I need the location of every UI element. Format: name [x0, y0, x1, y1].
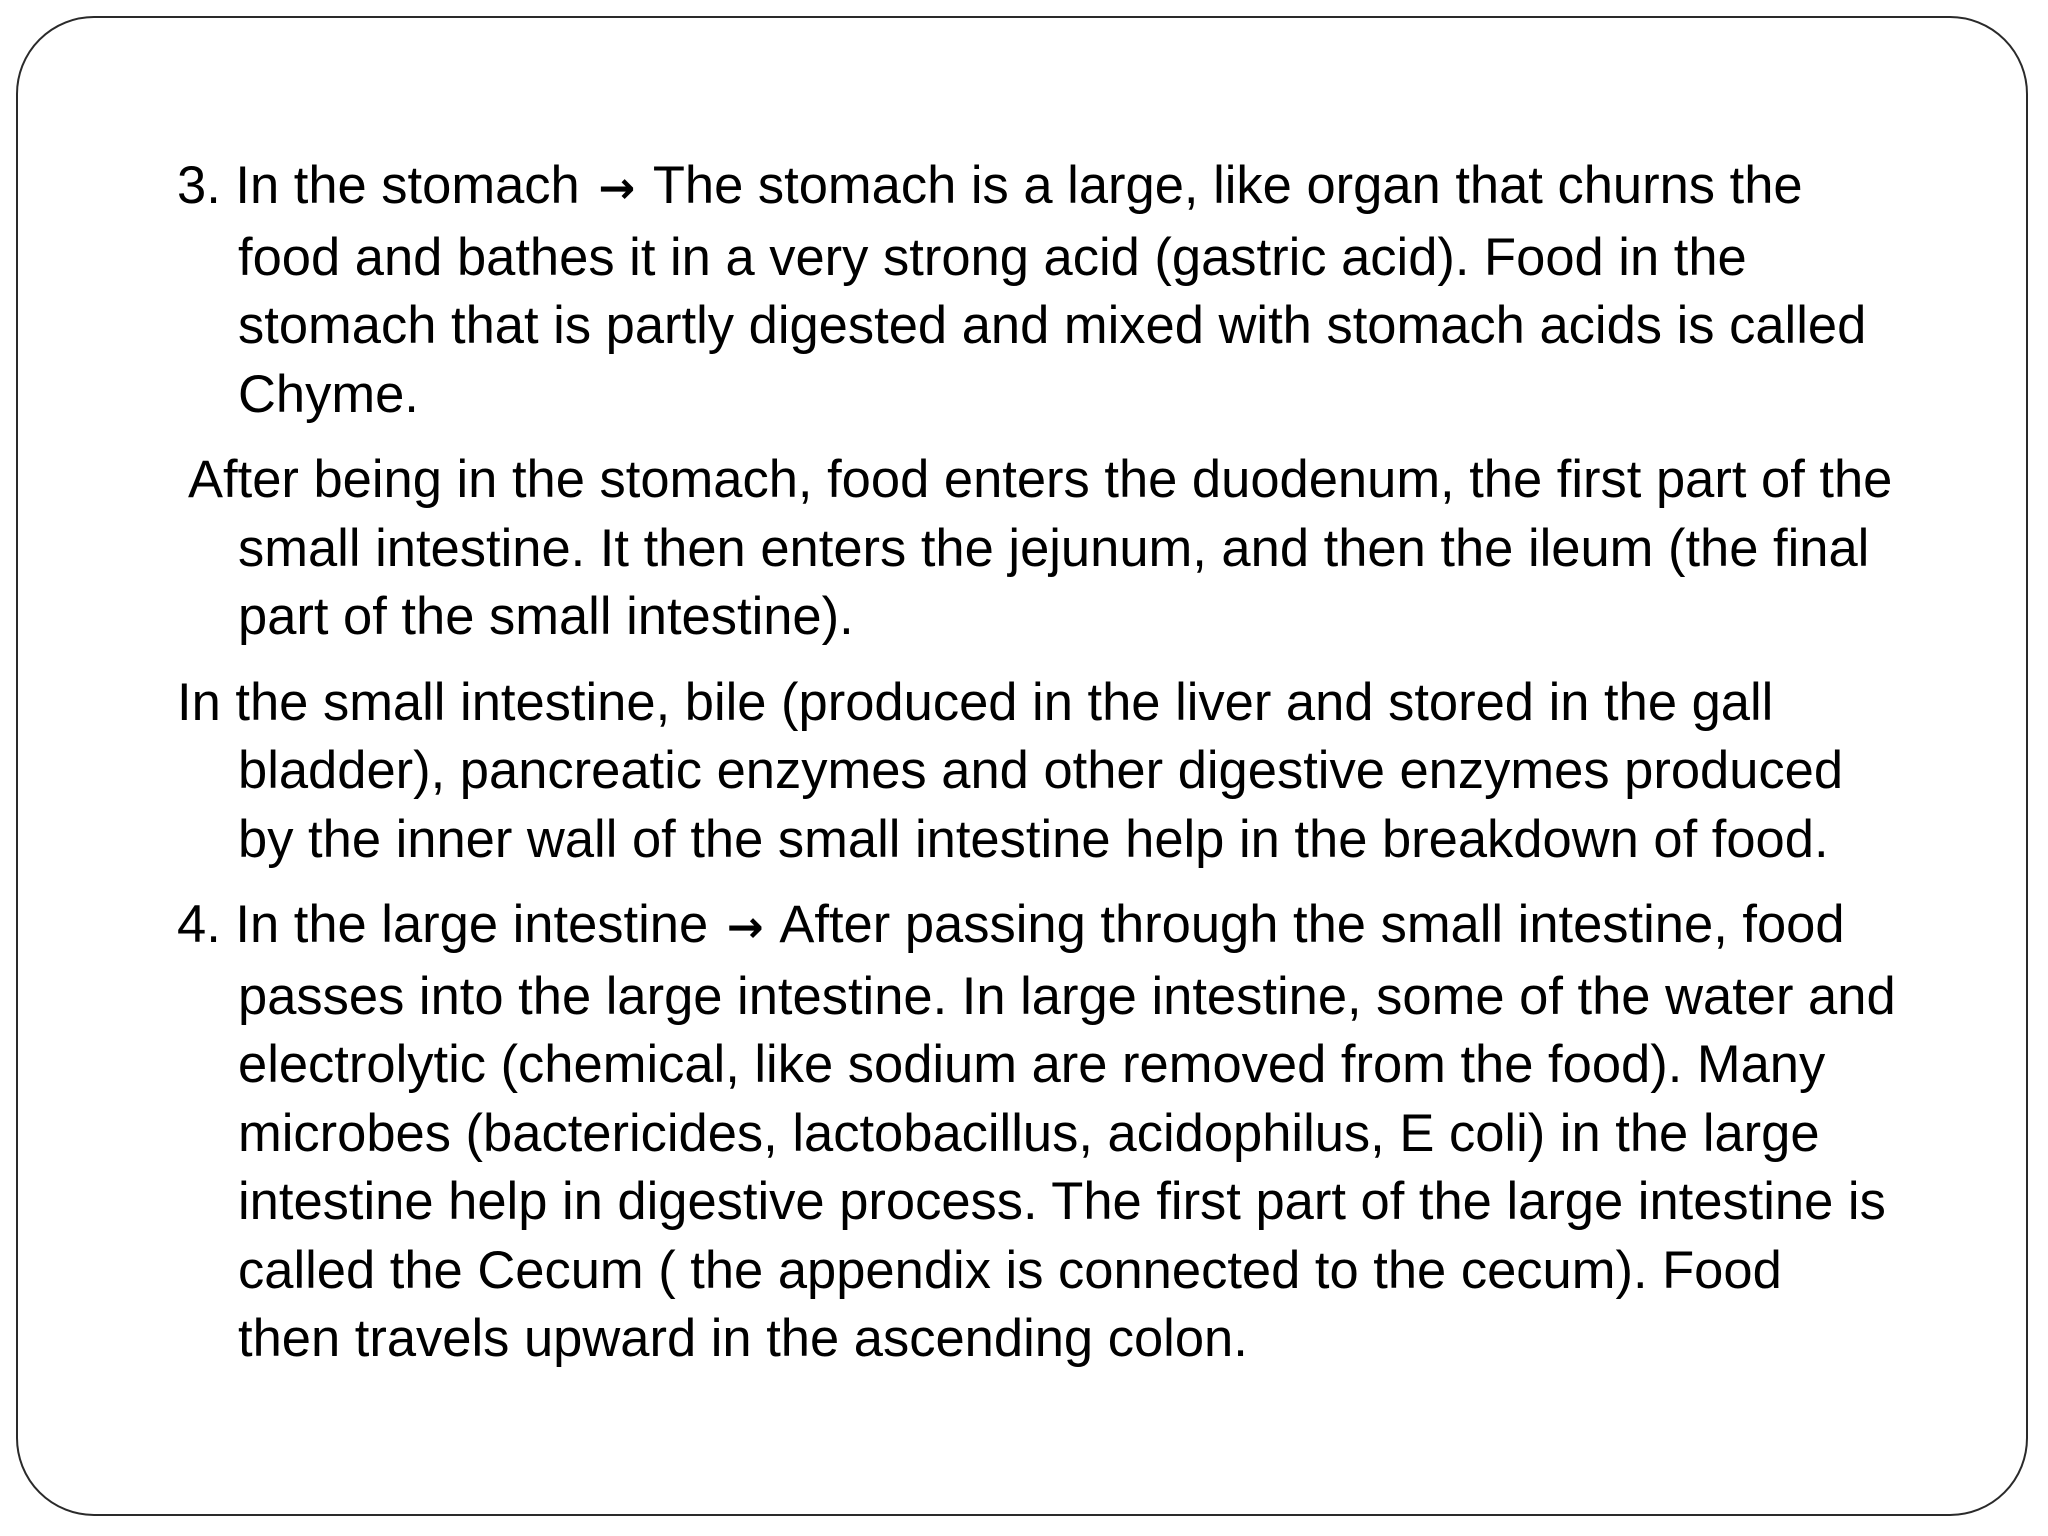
paragraph-small-intestine — [177, 669, 1897, 875]
paragraph-duodenum — [177, 446, 1897, 652]
duodenum-text: After being in the stomach, food enters the duodenum, the first part of the small intestine. It then enters the jejunum, and then the ileum (the final part of the small intestine). — [188, 450, 1893, 646]
stomach-text: The stomach is a large, like organ that churns the food and bathes it in a very strong acid (gastric acid). Food in the stomach that is partly digested and mixed with stomach acids is called Chyme. — [238, 156, 1867, 424]
paragraph-stomach — [177, 152, 1897, 429]
arrow-right-icon: → — [726, 902, 764, 953]
large-intestine-text: After passing through the small intestine, food passes into the large intestine. In large intestine, some of the water and electrolytic (chemical, like sodium are removed from the food). Many microbes (bactericides, lactobacillus, acidophilus, E coli) in the large intestine help in digestive process. The first part of the large intestine is called the Cecum ( the appendix is connected to the cecum). Food then travels upward in the ascending colon. — [238, 895, 1896, 1368]
paragraph-large-intestine — [177, 891, 1897, 1374]
arrow-right-icon: → — [598, 163, 636, 214]
slide-frame — [16, 16, 2028, 1516]
small-intestine-text: In the small intestine, bile (produced in the liver and stored in the gall bladder), pancreatic enzymes and other digestive enzymes produced by the inner wall of the small intestine help in the breakdown of food. — [177, 672, 1844, 869]
stomach-heading: 3. In the stomach — [177, 156, 580, 215]
slide-body — [177, 152, 1897, 1374]
large-intestine-heading: 4. In the large intestine — [177, 895, 709, 954]
